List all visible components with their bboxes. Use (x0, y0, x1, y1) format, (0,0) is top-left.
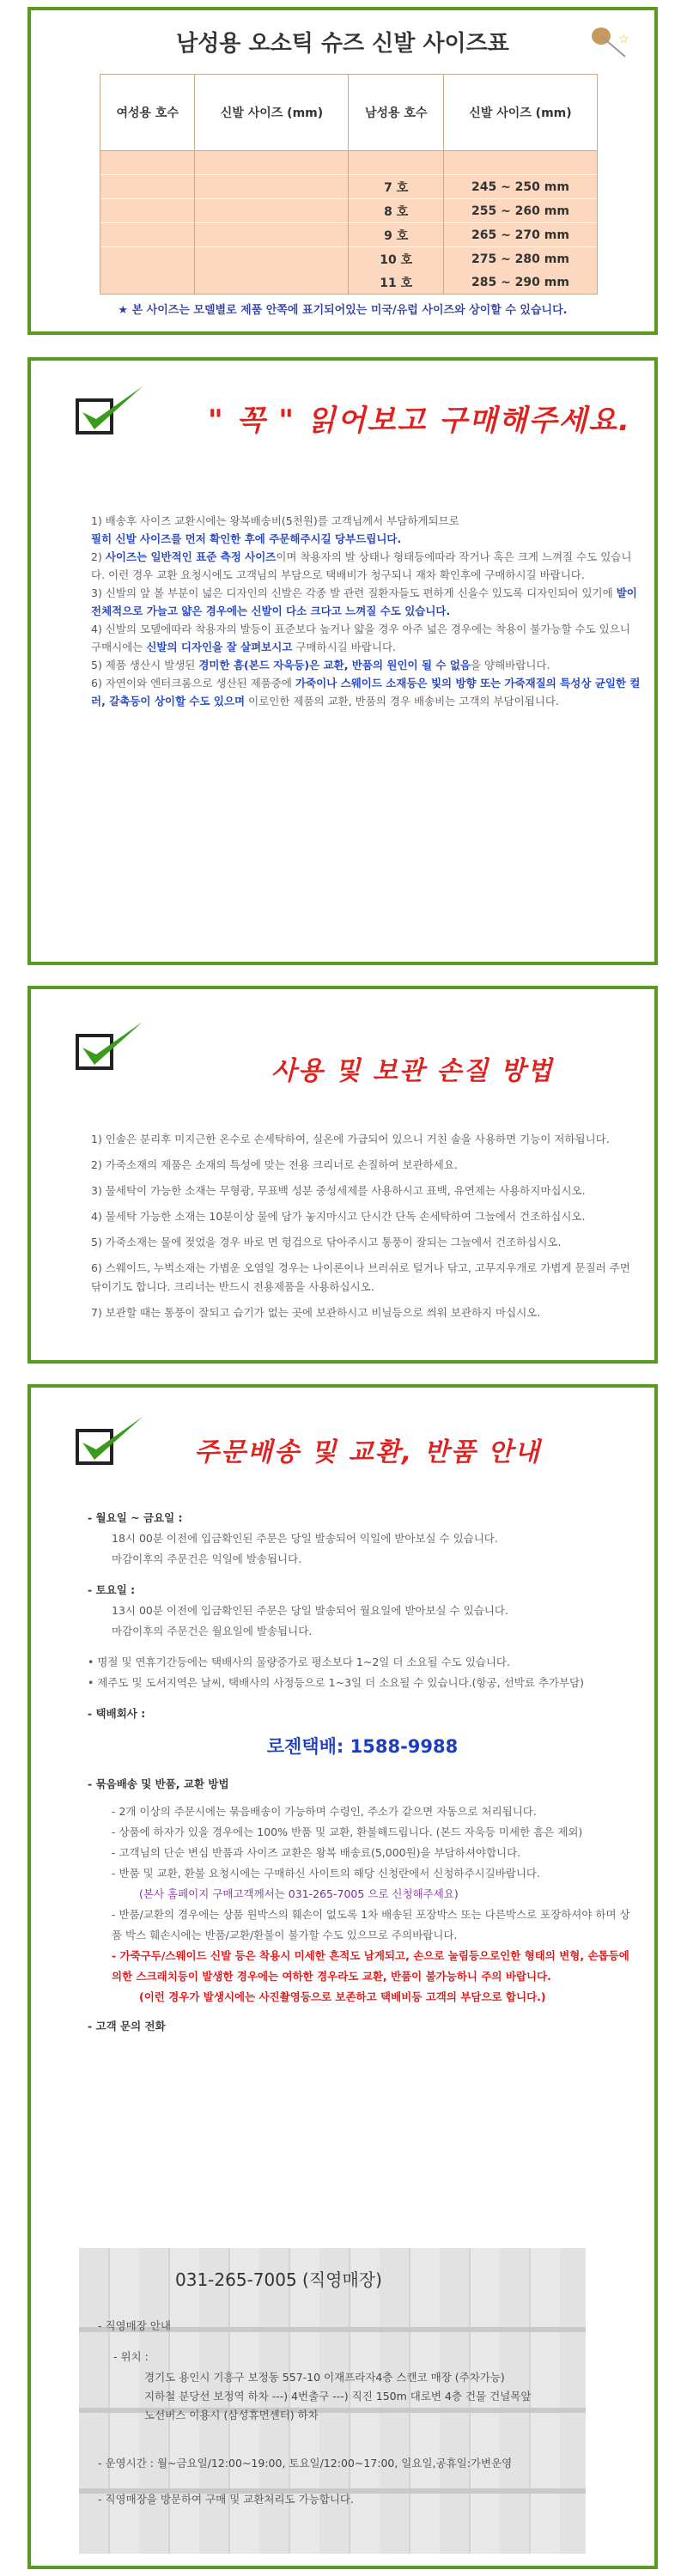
notice-panel (27, 357, 658, 965)
table-row: 9 호 265 ~ 270 mm (100, 223, 598, 247)
courier-name: 로젠택배: 1588-9988 (266, 1736, 459, 1757)
list-item: 1) 배송후 사이즈 교환시에는 왕복배송비(5천원)를 고객님께서 부담하게되므로 필히 신발 사이즈를 먼저 확인한 후에 주문해주시길 당부드립니다. (91, 514, 459, 545)
policy-warning: - 가죽구두/스웨이드 신발 등은 착용시 미세한 흔적도 남게되고, 손으로 눌림등으로인한 형태의 변형, 손톱등에의한 스크래치등이 발생한 경우에는 여하한 경우라도 교환, 반품이 불가능하니 주의 바랍니다. (112, 1949, 629, 1983)
shipping-content (88, 1508, 637, 2037)
shipping-note: • 명절 및 연휴기간등에는 택배사의 물량증가로 평소보다 1~2일 더 소요될 수도 있습니다. (88, 1656, 510, 1668)
column-header: 여성용 호수 (100, 75, 195, 151)
notice-title: " 꼭 " 읽어보고 구매해주세요. (208, 404, 631, 438)
policy-line: - 2개 이상의 주문시에는 묶음배송이 가능하며 수령인, 주소가 같으면 자동으로 처리됩니다. (112, 1805, 537, 1818)
policy-line: (본사 홈페이지 구매고객께서는 031-265-7005 으로 신청해주세요) (139, 1887, 459, 1900)
location-line: 경기도 용인시 기흥구 보정동 557-10 이재프라자4층 스캔코 매장 (주차가능) (144, 2371, 505, 2384)
policy-line: - 상품에 하자가 있을 경우에는 100% 반품 및 교환, 환불해드립니다. (본드 자욱등 미세한 흠은 제외) (112, 1826, 583, 1838)
notice-list (91, 512, 641, 710)
list-item: 4) 신발의 모델에따라 착용자의 발등이 표준보다 높거나 얇을 경우 아주 넓은 경우에는 착용이 불가능할 수도 있으니 구매시에는 신발의 디자인을 잘 살펴보시고 구매하시길 바랍니다. (91, 623, 630, 653)
list-item: 6) 자연이와 엔터크롬으로 생산된 제품중에 가죽이나 스웨이드 소재등은 빛의 방향 또는 가죽재질의 특성상 균일한 컬러, 갈촉등이 상이할 수도 있으며 이로인한 제품의 교환, 반품의 경우 배송비는 고객의 부담이됩니다. (91, 677, 641, 708)
list-item: 2) 가죽소재의 제품은 소재의 특성에 맞는 전용 크리너로 손질하여 보관하세요. (91, 1158, 458, 1171)
safety-pin-icon (589, 22, 632, 65)
contact-heading: - 고객 문의 전화 (88, 2020, 166, 2032)
saturday-line: 마감이후의 주문건은 월요일에 발송됩니다. (112, 1625, 313, 1637)
care-instructions-panel (27, 986, 658, 1364)
check-mark-icon (70, 1410, 148, 1470)
shipping-note: • 제주도 및 도서지역은 날씨, 택배사의 사정등으로 1~3일 더 소요될 수 있습니다.(항공, 선박료 추가부담) (88, 1676, 585, 1689)
column-header: 남성용 호수 (349, 75, 443, 151)
list-item: 1) 인솔은 분리후 미지근한 온수로 손세탁하여, 실온에 가급되어 있으니 거친 솔을 사용하면 기능이 저하됩니다. (91, 1133, 610, 1145)
check-mark-icon (70, 1015, 148, 1075)
policy-heading: - 묶음배송 및 반품, 교환 방법 (88, 1777, 229, 1790)
list-item: 5) 제품 생산시 발생된 경미한 흠(본드 자욱등)은 교환, 반품의 원인이 될 수 없음을 양해바랍니다. (91, 659, 550, 671)
svg-text:☆: ☆ (618, 33, 629, 46)
policy-line: - 반품 및 교환, 환불 요청시에는 구매하신 사이트의 해당 신청란에서 신청하주시길바랍니다. (112, 1867, 540, 1880)
column-header: 신발 사이즈 (mm) (195, 75, 349, 151)
policy-line: - 반품/교환의 경우에는 상품 원박스의 훼손이 없도록 1차 배송된 포장박스 또는 다른박스로 포장하셔야 하며 상품 박스 훼손시에는 반품/교환/환불이 불가할 수도 있으므로 주의바랍니다. (112, 1908, 630, 1941)
size-note: ★ 본 사이즈는 모델별로 제품 안쪽에 표기되어있는 미국/유럽 사이즈와 상이할 수 있습니다. (118, 304, 568, 317)
table-row: 8 호 255 ~ 260 mm (100, 199, 598, 223)
shipping-panel (27, 1384, 658, 2569)
care-title: 사용 및 보관 손질 방법 (271, 1056, 554, 1086)
care-list (91, 1127, 641, 1326)
store-heading: - 직영매장 안내 (98, 2319, 171, 2332)
store-info (79, 2248, 586, 2554)
shipping-title: 주문배송 및 교환, 반품 안내 (194, 1437, 541, 1467)
list-item: 3) 물세탁이 가능한 소재는 무형광, 무표백 성분 중성세제를 사용하시고 표백, 유연제는 사용하지마십시오. (91, 1184, 586, 1197)
list-item: 2) 사이즈는 일반적인 표준 측정 사이즈이며 착용자의 발 상태나 형태등에따라 작거나 혹은 크게 느껴질 수도 있습니다. 이런 경우 교환 요청시에도 고객님의 부담으로 택배비가 청구되니 재차 확인후에 구매하시길 바랍니다. (91, 550, 632, 581)
policy-warning: (이런 경우가 발생시에는 사진촬영등으로 보존하고 택배비등 고객의 부담으로 합니다.) (139, 1990, 546, 2003)
weekday-heading: - 월요일 ~ 금요일 : (88, 1511, 183, 1524)
store-hours: - 운영시간 : 월~금요일/12:00~19:00, 토요일/12:00~17:00, 일요일,공휴일:가변운영 (98, 2457, 513, 2470)
list-item: 3) 신발의 앞 볼 부분이 넓은 디자인의 신발은 각종 발 관련 질환자들도 편하게 신을수 있도록 디자인되어 있기에 발이 전체적으로 가늘고 얇은 경우에는 신발이 다소 크다고 느껴질 수도 있습니다. (91, 586, 637, 617)
size-table (100, 74, 598, 295)
location-line: 노선버스 이용시 (삼성휴먼센터) 하차 (144, 2409, 319, 2421)
list-item: 6) 스웨이드, 누벅소재는 가볍운 오염일 경우는 나이론이나 브러쉬로 털거나 닦고, 고무지우개로 가볍게 문질러 주면 닦이기도 합니다. 크리너는 반드시 전용제품을 사용하십시오. (91, 1261, 630, 1293)
location-line: 지하철 분당선 보정역 하차 ---) 4번출구 ---) 직진 150m 대로변 4층 건물 건널목앞 (144, 2390, 532, 2403)
weekday-line: 18시 00분 이전에 입금확인된 주문은 당일 발송되어 익일에 받아보실 수 있습니다. (112, 1532, 498, 1545)
size-chart-title: 남성용 오소틱 슈즈 신발 사이즈표 (176, 31, 509, 57)
contact-phone: 031-265-7005 (직영매장) (175, 2269, 382, 2290)
location-label: - 위치 : (113, 2350, 149, 2363)
size-chart-panel (27, 7, 658, 335)
courier-heading: - 택배회사 : (88, 1707, 146, 1720)
table-row (100, 151, 598, 175)
weekday-line: 마감이후의 주문건은 익일에 발송됩니다. (112, 1552, 302, 1565)
list-item: 4) 물세탁 가능한 소재는 10분이상 물에 담가 놓지마시고 단시간 단독 손세탁하여 그늘에서 건조하십시오. (91, 1210, 586, 1223)
table-row: 10 호 275 ~ 280 mm (100, 247, 598, 271)
table-row: 7 호 245 ~ 250 mm (100, 175, 598, 199)
check-mark-icon (70, 380, 148, 440)
policy-line: - 고객님의 단순 변심 반품과 사이즈 교환은 왕복 배송료(5,000원)을 부담하셔야합니다. (112, 1846, 521, 1859)
saturday-heading: - 토요일 : (88, 1583, 136, 1596)
list-item: 5) 가죽소재는 물에 젖었을 경우 바로 면 헝겁으로 닦아주시고 통풍이 잘되는 그늘에서 건조하십시오. (91, 1236, 562, 1249)
saturday-line: 13시 00분 이전에 입금확인된 주문은 당일 발송되어 월요일에 받아보실 수 있습니다. (112, 1604, 508, 1617)
list-item: 7) 보관할 때는 통풍이 잘되고 습기가 없는 곳에 보관하시고 비닐등으로 씌워 보관하지 마십시오. (91, 1306, 541, 1319)
column-header: 신발 사이즈 (mm) (443, 75, 597, 151)
table-row: 11 호 285 ~ 290 mm (100, 270, 598, 295)
store-shelf-photo (79, 2248, 586, 2554)
store-note: - 직영매장을 방문하여 구매 및 교환처리도 가능합니다. (98, 2493, 354, 2506)
